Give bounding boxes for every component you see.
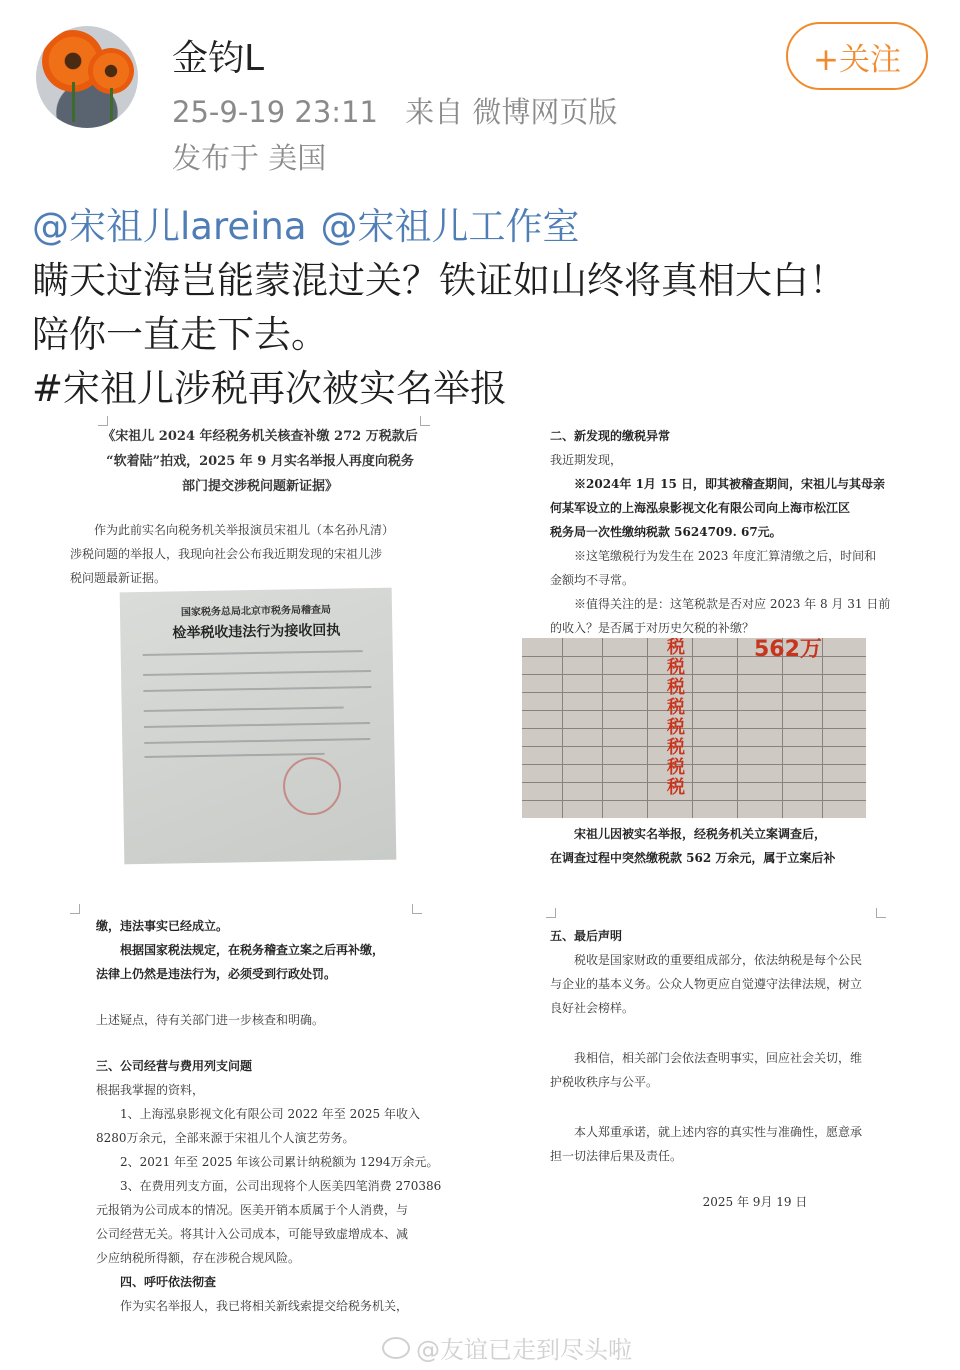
receipt-text-line xyxy=(145,753,325,758)
ledger-col xyxy=(602,638,603,818)
receipt-text-line xyxy=(144,707,344,712)
doc-heading: 二、新发现的缴税异常 xyxy=(550,429,671,443)
doc-text: 与企业的基本义务。公众人物更应自觉遵守法律法规，树立 xyxy=(550,977,863,991)
doc-title: 部门提交涉税问题新证据》 xyxy=(181,479,338,494)
post-image-1[interactable] xyxy=(40,410,470,880)
doc-text: 金额均不寻常。 xyxy=(550,573,635,587)
doc-text: ※值得关注的是：这笔税款是否对应 2023 年 8 月 31 日前 xyxy=(574,597,891,611)
receipt-org: 国家税务总局北京市税务局稽查局 xyxy=(180,604,332,619)
doc-text: 上述疑点，待有关部门进一步核查和明确。 xyxy=(96,1013,325,1027)
doc-text: 税问题最新证据。 xyxy=(70,571,167,585)
ledger-col xyxy=(822,638,823,818)
ledger-row xyxy=(522,692,866,693)
post-image-3[interactable] xyxy=(40,900,470,1320)
doc-text: 税务局一次性缴纳税款 5624709. 67元。 xyxy=(550,525,782,539)
ledger-col xyxy=(647,638,648,818)
doc-title: 《宋祖儿 2024 年经税务机关核查补缴 272 万税款后 xyxy=(102,429,418,444)
ledger-row xyxy=(522,674,866,675)
ledger-row xyxy=(522,710,866,711)
doc-text: 缴，违法事实已经成立。 xyxy=(96,919,229,933)
doc-text: 宋祖儿因被实名举报，经税务机关立案调查后， xyxy=(574,827,827,841)
doc-text: 作为实名举报人，我已将相关新线索提交给税务机关， xyxy=(120,1299,409,1313)
flower-stem xyxy=(110,88,113,122)
doc-text: 3、在费用列支方面，公司出现将个人医美四笔消费 270386 xyxy=(120,1179,442,1193)
receipt-text-line xyxy=(144,722,370,728)
ledger-col xyxy=(692,638,693,818)
post-meta xyxy=(172,90,635,131)
receipt-text-line xyxy=(144,738,370,744)
post-timestamp: 25-9-19 23:11 xyxy=(172,95,378,129)
ledger-photo xyxy=(522,638,866,818)
ledger-row xyxy=(522,800,866,801)
ledger-row xyxy=(522,764,866,765)
doc-text: 的收入？是否属于对历史欠税的补缴？ xyxy=(550,621,755,635)
doc-text: 法律上仍然是违法行为，必须受到行政处罚。 xyxy=(96,967,337,981)
ledger-row xyxy=(522,728,866,729)
doc-text: 8280万余元，全部来源于宋祖儿个人演艺劳务。 xyxy=(96,1131,355,1145)
follow-button-label: +关注 xyxy=(813,41,901,78)
doc-text: 2、2021 年至 2025 年该公司累计纳税额为 1294万余元。 xyxy=(120,1155,439,1169)
crop-mark xyxy=(70,904,80,914)
user-name[interactable]: 金钧L xyxy=(172,38,265,79)
doc-text: 税收是国家财政的重要组成部分，依法纳税是每个公民 xyxy=(574,953,863,967)
mentions-line xyxy=(32,200,932,254)
doc-text: 在调查过程中突然缴税款 562 万余元，属于立案后补 xyxy=(550,851,836,865)
doc-date: 2025 年 9月 19 日 xyxy=(702,1195,808,1209)
weibo-logo-icon xyxy=(382,1337,410,1359)
doc-text: 涉税问题的举报人，我现向社会公布我近期发现的宋祖儿涉 xyxy=(70,547,383,561)
mention-link[interactable]: @宋祖儿工作室 xyxy=(320,205,580,248)
doc-text: 根据我掌握的资料， xyxy=(96,1083,205,1097)
watermark xyxy=(382,1330,632,1365)
post-location: 发布于 美国 xyxy=(172,141,327,175)
doc-title: “软着陆”拍戏，2025 年 9 月实名举报人再度向税务 xyxy=(106,454,414,469)
doc-text: 本人郑重承诺，就上述内容的真实性与准确性，愿意承 xyxy=(574,1125,863,1139)
avatar[interactable] xyxy=(36,26,138,128)
ledger-col xyxy=(737,638,738,818)
doc-text: 我相信，相关部门会依法查明事实，回应社会关切，维 xyxy=(574,1051,863,1065)
ledger-row xyxy=(522,746,866,747)
receipt-text-line xyxy=(143,670,371,676)
follow-button[interactable] xyxy=(786,22,928,90)
doc-text: 1、上海泓泉影视文化有限公司 2022 年至 2025 年收入 xyxy=(120,1107,420,1121)
watermark-text: @友谊已走到尽头啦 xyxy=(416,1336,632,1364)
doc-heading: 三、公司经营与费用列支问题 xyxy=(96,1059,253,1073)
ledger-col xyxy=(782,638,783,818)
doc-text: 元报销为公司成本的情况。医美开销本质属于个人消费，与 xyxy=(96,1203,409,1217)
doc-text: 护税收秩序与公平。 xyxy=(550,1075,659,1089)
post-source[interactable]: 来自 微博网页版 xyxy=(405,95,618,129)
post-text-line: 陪你一直走下去。 xyxy=(32,313,328,356)
post-image-4[interactable] xyxy=(520,900,930,1220)
crop-mark xyxy=(876,908,886,918)
crop-mark xyxy=(412,904,422,914)
crop-mark xyxy=(546,908,556,918)
receipt-text-line xyxy=(143,650,363,656)
doc-text: ※2024年 1月 15 日，即其被稽查期间，宋祖儿与其母亲 xyxy=(574,477,885,491)
doc-text: 良好社会榜样。 xyxy=(550,1001,635,1015)
doc-text: ※这笔缴税行为发生在 2023 年度汇算清缴之后，时间和 xyxy=(574,549,877,563)
doc-text: 作为此前实名向税务机关举报演员宋祖儿（本名孙凡清） xyxy=(94,523,395,537)
doc-text: 少应纳税所得额，存在涉税合规风险。 xyxy=(96,1251,301,1265)
receipt-photo xyxy=(120,588,397,865)
official-seal xyxy=(283,757,342,816)
doc-heading: 四、呼吁依法彻查 xyxy=(120,1275,217,1289)
doc-text: 何某军设立的上海泓泉影视文化有限公司向上海市松江区 xyxy=(550,501,851,515)
mention-link[interactable]: @宋祖儿lareina xyxy=(32,205,307,248)
receipt-text-line xyxy=(143,686,371,692)
doc-heading: 五、最后声明 xyxy=(550,929,623,943)
post-body xyxy=(32,200,932,416)
handwritten-annotation: 税 税 税 税 税 税 税 税 xyxy=(667,638,685,798)
handwritten-annotation: 562万 xyxy=(754,638,822,662)
doc-text: 根据国家税法规定，在税务稽查立案之后再补缴， xyxy=(120,943,385,957)
ledger-row xyxy=(522,782,866,783)
doc-text: 担一切法律后果及责任。 xyxy=(550,1149,683,1163)
receipt-title: 检举税收违法行为接收回执 xyxy=(172,622,341,642)
post-text-line: 瞒天过海岂能蒙混过关？铁证如山终将真相大白！ xyxy=(32,259,846,302)
doc-text: 我近期发现， xyxy=(550,453,623,467)
doc-text: 公司经营无关。将其计入公司成本，可能导致虚增成本、减 xyxy=(96,1227,409,1241)
post-image-2[interactable] xyxy=(520,410,930,870)
flower-stem xyxy=(72,82,75,122)
hashtag-link[interactable]: #宋祖儿涉税再次被实名举报 xyxy=(32,367,508,410)
ledger-col xyxy=(562,638,563,818)
